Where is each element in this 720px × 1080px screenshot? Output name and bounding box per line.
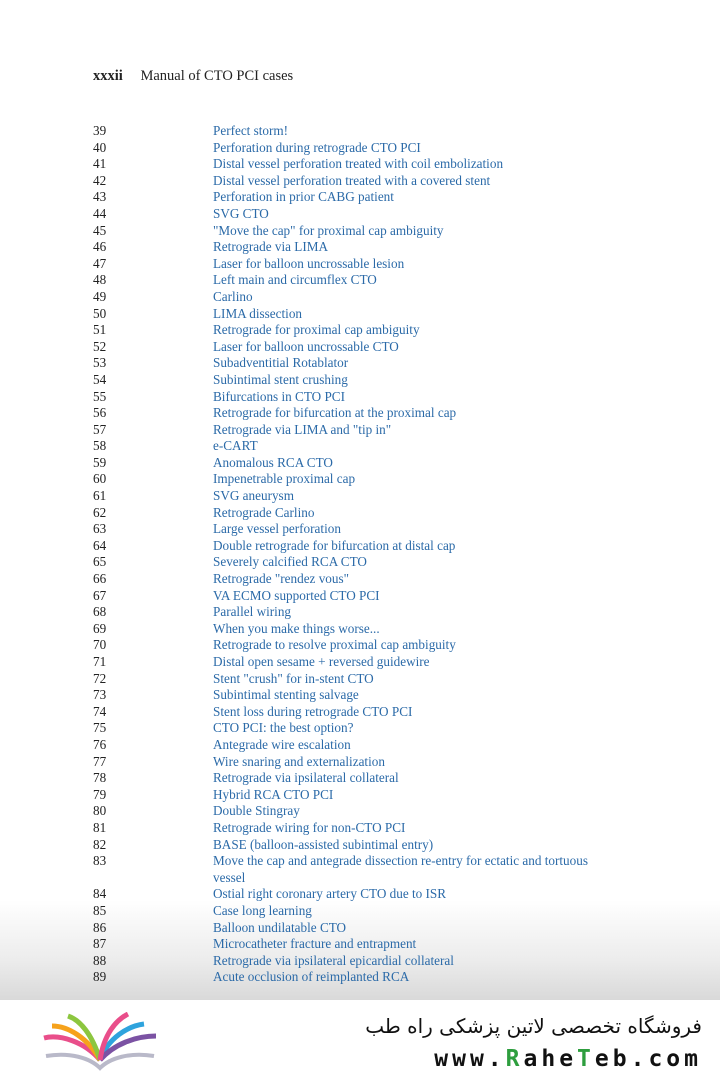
- case-row: [93, 953, 613, 970]
- case-row: [93, 538, 613, 555]
- case-number: 44: [93, 205, 107, 221]
- case-number: 46: [93, 239, 107, 255]
- case-number: 48: [93, 272, 107, 288]
- case-number: 55: [93, 388, 107, 404]
- case-row: [93, 239, 613, 256]
- case-title-link[interactable]: SVG aneurysm: [213, 488, 294, 504]
- case-title-link[interactable]: Stent "crush" for in-stent CTO: [213, 670, 374, 686]
- case-number: 64: [93, 537, 107, 553]
- case-title-link[interactable]: Retrograde to resolve proximal cap ambiguity: [213, 637, 456, 653]
- case-number: 88: [93, 952, 107, 968]
- case-number: 62: [93, 504, 107, 520]
- case-row: [93, 969, 613, 986]
- case-row: [93, 289, 613, 306]
- case-row: [93, 405, 613, 422]
- case-number: 72: [93, 670, 107, 686]
- case-number: 70: [93, 637, 107, 653]
- store-url: www.RaheTeb.com: [434, 1046, 702, 1072]
- case-row: [93, 637, 613, 654]
- case-title-link[interactable]: Retrograde via ipsilateral epicardial collateral: [213, 952, 454, 968]
- case-number: 40: [93, 139, 107, 155]
- case-row: [93, 140, 613, 157]
- case-row: [93, 920, 613, 937]
- case-number: 58: [93, 438, 107, 454]
- case-title-link[interactable]: Ostial right coronary artery CTO due to ISR: [213, 886, 447, 902]
- case-number: 43: [93, 189, 107, 205]
- case-number: 42: [93, 172, 107, 188]
- case-row: [93, 488, 613, 505]
- case-row: [93, 471, 613, 488]
- case-row: [93, 837, 613, 854]
- case-number: 83: [93, 853, 107, 869]
- case-row: [93, 156, 613, 173]
- case-title-link[interactable]: e-CART: [213, 438, 258, 454]
- case-title-link[interactable]: Retrograde via LIMA: [213, 239, 328, 255]
- case-row: [93, 455, 613, 472]
- case-title-link[interactable]: Retrograde Carlino: [213, 504, 315, 520]
- case-number: 76: [93, 736, 107, 752]
- case-number: 52: [93, 338, 107, 354]
- case-number: 85: [93, 902, 107, 918]
- case-row: [93, 737, 613, 754]
- case-title-link[interactable]: Severely calcified RCA CTO: [213, 554, 367, 570]
- case-row: [93, 687, 613, 704]
- case-title-link[interactable]: Bifurcations in CTO PCI: [213, 388, 345, 404]
- case-number: 56: [93, 405, 107, 421]
- case-number: 66: [93, 571, 107, 587]
- case-number: 60: [93, 471, 107, 487]
- case-row: [93, 571, 613, 588]
- case-number: 41: [93, 156, 107, 172]
- case-number: 45: [93, 222, 107, 238]
- case-number: 50: [93, 305, 107, 321]
- case-row: [93, 554, 613, 571]
- case-title-link[interactable]: Left main and circumflex CTO: [213, 272, 377, 288]
- case-row: [93, 438, 613, 455]
- case-row: [93, 654, 613, 671]
- case-title-link[interactable]: Double retrograde for bifurcation at distal cap: [213, 537, 456, 553]
- case-number: 57: [93, 421, 107, 437]
- case-title-link[interactable]: BASE (balloon-assisted subintimal entry): [213, 836, 434, 852]
- case-row: [93, 588, 613, 605]
- case-row: [93, 223, 613, 240]
- case-title-link[interactable]: Perforation in prior CABG patient: [213, 189, 394, 205]
- case-title-link[interactable]: Retrograde via LIMA and "tip in": [213, 421, 392, 437]
- case-row: [93, 173, 613, 190]
- case-number: 65: [93, 554, 107, 570]
- case-title-link[interactable]: Retrograde for proximal cap ambiguity: [213, 322, 420, 338]
- case-row: [93, 206, 613, 223]
- case-title-link[interactable]: LIMA dissection: [213, 305, 303, 321]
- case-row: [93, 803, 613, 820]
- case-row: [93, 936, 613, 953]
- running-header: [93, 68, 293, 85]
- case-row: [93, 521, 613, 538]
- case-title-link[interactable]: "Move the cap" for proximal cap ambiguity: [213, 222, 444, 238]
- case-number: 77: [93, 753, 107, 769]
- case-title-link[interactable]: When you make things worse...: [213, 620, 380, 636]
- case-number: 51: [93, 322, 107, 338]
- case-row: [93, 604, 613, 621]
- case-number: 39: [93, 123, 107, 138]
- case-title-link[interactable]: Hybrid RCA CTO PCI: [213, 786, 334, 802]
- case-row: [93, 770, 613, 787]
- case-row: [93, 505, 613, 522]
- case-title-link[interactable]: Retrograde via ipsilateral collateral: [213, 770, 399, 786]
- case-number: 74: [93, 703, 107, 719]
- case-title-link[interactable]: Acute occlusion of reimplanted RCA: [213, 969, 410, 985]
- case-number: 71: [93, 654, 107, 669]
- case-title-link[interactable]: Large vessel perforation: [213, 521, 341, 537]
- case-row: [93, 853, 613, 886]
- page-number: xxxii: [93, 68, 123, 84]
- case-row: [93, 306, 613, 323]
- case-number: 75: [93, 720, 107, 736]
- case-row: [93, 820, 613, 837]
- case-number: 86: [93, 919, 107, 935]
- case-number: 89: [93, 969, 107, 985]
- case-number: 87: [93, 936, 107, 952]
- case-title-link[interactable]: Impenetrable proximal cap: [213, 471, 356, 487]
- case-title-link[interactable]: Anomalous RCA CTO: [213, 454, 333, 470]
- case-title-link[interactable]: Laser for balloon uncrossable CTO: [213, 338, 399, 354]
- case-row: [93, 720, 613, 737]
- case-title-link[interactable]: Subadventitial Rotablator: [213, 355, 349, 371]
- case-number: 49: [93, 288, 107, 304]
- case-row: [93, 704, 613, 721]
- case-title-link[interactable]: Stent loss during retrograde CTO PCI: [213, 703, 413, 719]
- case-number: 81: [93, 819, 107, 835]
- case-title-link[interactable]: Case long learning: [213, 902, 312, 918]
- case-title-link[interactable]: Double Stingray: [213, 803, 300, 819]
- case-row: [93, 754, 613, 771]
- case-title-link[interactable]: Retrograde "rendez vous": [213, 571, 349, 587]
- case-title-link[interactable]: Retrograde wiring for non-CTO PCI: [213, 819, 406, 835]
- case-number: 63: [93, 521, 107, 537]
- case-title-link[interactable]: CTO PCI: the best option?: [213, 720, 354, 736]
- case-title-link[interactable]: Subintimal stent crushing: [213, 371, 348, 387]
- case-row: [93, 322, 613, 339]
- case-row: [93, 123, 613, 140]
- case-number: 53: [93, 355, 107, 371]
- case-row: [93, 372, 613, 389]
- case-row: [93, 621, 613, 638]
- case-number: 78: [93, 770, 107, 786]
- case-number: 73: [93, 687, 107, 703]
- case-title-link[interactable]: Wire snaring and externalization: [213, 753, 385, 769]
- case-row: [93, 272, 613, 289]
- case-row: [93, 256, 613, 273]
- case-list: [93, 123, 613, 986]
- case-title-link[interactable]: Perforation during retrograde CTO PCI: [213, 139, 421, 155]
- case-row: [93, 339, 613, 356]
- case-number: 80: [93, 803, 107, 819]
- case-number: 61: [93, 488, 107, 504]
- open-book-logo-icon: [40, 1012, 160, 1072]
- case-title-link[interactable]: SVG CTO: [213, 205, 269, 221]
- case-row: [93, 189, 613, 206]
- case-number: 82: [93, 836, 107, 852]
- case-title-link[interactable]: Distal vessel perforation treated with a covered stent: [213, 172, 491, 188]
- case-title-link[interactable]: Subintimal stenting salvage: [213, 687, 359, 703]
- case-title-link[interactable]: Microcatheter fracture and entrapment: [213, 936, 417, 952]
- case-title-link[interactable]: Distal open sesame + reversed guidewire: [213, 654, 430, 669]
- case-title-link[interactable]: Antegrade wire escalation: [213, 736, 351, 752]
- book-title: Manual of CTO PCI cases: [140, 68, 294, 84]
- case-title-link[interactable]: Laser for balloon uncrossable lesion: [213, 255, 405, 271]
- case-number: 47: [93, 255, 107, 271]
- case-title-link[interactable]: Carlino: [213, 288, 253, 304]
- case-number: 68: [93, 604, 107, 620]
- case-row: [93, 422, 613, 439]
- case-title-link[interactable]: Retrograde for bifurcation at the proximal cap: [213, 405, 457, 421]
- case-row: [93, 787, 613, 804]
- case-row: [93, 903, 613, 920]
- case-title-link[interactable]: Distal vessel perforation treated with coil embolization: [213, 156, 504, 172]
- case-number: 54: [93, 371, 107, 387]
- case-title-link[interactable]: VA ECMO supported CTO PCI: [213, 587, 380, 603]
- case-number: 59: [93, 454, 107, 470]
- case-title-link[interactable]: Perfect storm!: [213, 123, 289, 138]
- store-name: فروشگاه تخصصی لاتین پزشکی راه طب: [365, 1014, 702, 1038]
- case-number: 69: [93, 620, 107, 636]
- case-number: 67: [93, 587, 107, 603]
- case-row: [93, 389, 613, 406]
- case-number: 79: [93, 786, 107, 802]
- case-row: [93, 671, 613, 688]
- case-number: 84: [93, 886, 107, 902]
- case-row: [93, 355, 613, 372]
- case-title-link[interactable]: Move the cap and antegrade dissection re-entry for ectatic and tortuous vessel: [213, 853, 588, 885]
- case-row: [93, 886, 613, 903]
- case-title-link[interactable]: Parallel wiring: [213, 604, 292, 620]
- case-title-link[interactable]: Balloon undilatable CTO: [213, 919, 347, 935]
